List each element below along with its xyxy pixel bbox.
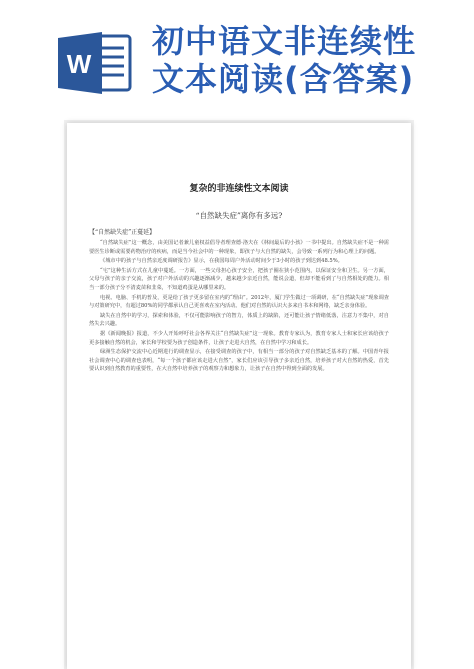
page-title [152, 22, 472, 98]
paragraph: “自然缺失症”这一概念，由美国记者兼儿童权益倡导者理查德·洛夫在《林间最后的小孩》一书中提出。自然缺失症不是一种需要医生诊断或需要药物治疗的疾病，而是当今社会中的一种现象，即孩子与大自然的缺失，会导致一系列行为和心理上的问题。 [89, 240, 389, 255]
paragraph: 《城市中的孩子与自然亲近度调研报告》显示，在我国每周户外活动时间少于3小时的孩子到达到48.5%。 [100, 258, 343, 265]
paragraph: 电视、电脑、手机的普及，更是给了孩子更多留在室内的“理由”。2012年，厦门学生做过一项调研，在“自然缺失症”现象调查与对策研究中，有超过80%的同学都承认自己更喜欢在室内活动。他们对自然的认识大多来自书本和网络，缺乏亲身体验。 [89, 294, 389, 310]
svg-text:W: W [66, 49, 92, 79]
title-line-2: 文本阅读(含答案) [152, 60, 415, 98]
title-line-1: 初中语文非连续性 [152, 22, 417, 60]
paragraph: 绿洲生态保护交流中心近期进行的调查显示，在接受调查的孩子中，有相当一部分的孩子对自然缺乏基本的了解。中国青年报社会调查中心的调查也表明，“每一个孩子都应该走进大自然”，家长们应该引导孩子多亲近自然，培养孩子对大自然的热爱，首先要认识到自然教育的重要性，在大自然中培养孩子的观察力和想象力，让孩子在自然中得到全面的发展。 [89, 349, 389, 373]
section-label: 【“自然缺失症”正蔓延】 [89, 229, 156, 236]
header-banner [0, 0, 474, 118]
word-icon [58, 30, 132, 96]
paragraph: 据《新闻晚报》报道，不少人开始呼吁社会各界关注“自然缺失症”这一现象。教育专家认为，教育专家人士和家长应该给孩子更多接触自然的机会，家长和学校要为孩子创造条件，让孩子走进大自然，在自然中学习和成长。 [89, 330, 389, 346]
document-subtitle: “自然缺失症”离你有多远? [195, 211, 283, 220]
paragraph: “宅”这种生活方式在儿童中蔓延。一方面，一些父母担心孩子安全，把孩子圈在狭小范围内，以保证安全和卫生。另一方面，父母与孩子的亲子交流，孩子对户外活动的兴趣逐渐减少，越来越少亲近自然，能说会道，但却不能看到了与自然相处的能力。相当一部分孩子分不清麦苗和韭菜，不知道鸡蛋是从哪里来的。 [89, 267, 389, 291]
document-body [89, 239, 389, 375]
paragraph: 缺失在自然中的学习，探索和体验，不仅可能影响孩子的智力，体质上的缺陷，还可能让孩子情绪低落，注意力不集中，对自然失去兴趣。 [89, 312, 389, 328]
document-title: 复杂的非连续性文本阅读 [189, 184, 289, 194]
document-page [67, 123, 411, 669]
